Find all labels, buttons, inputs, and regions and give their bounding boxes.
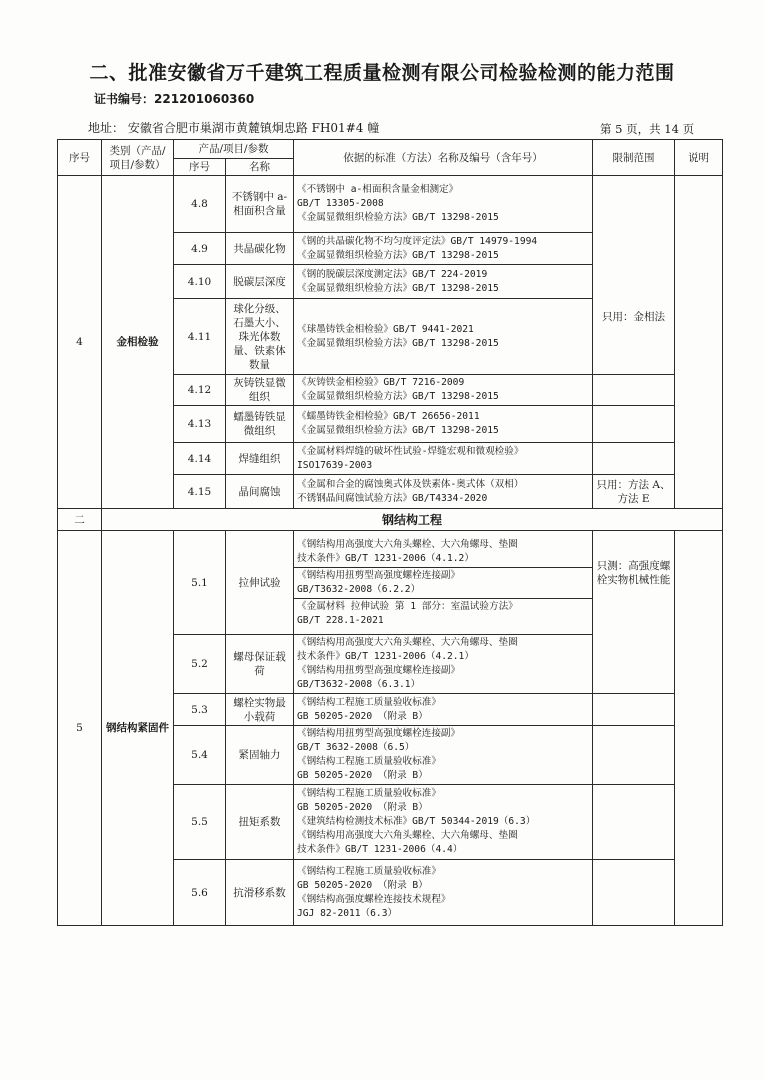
item-standard: 《金属和合金的腐蚀奥式体及铁素体-奥式体（双相） 不锈钢晶间腐蚀试验方法》GB/T4334-2020	[294, 475, 593, 509]
item-name: 灰铸铁显微组织	[226, 375, 294, 406]
col-note: 说明	[675, 140, 723, 176]
item-no: 4.10	[174, 265, 226, 299]
section-category: 金相检验	[102, 176, 174, 509]
item-no: 4.8	[174, 176, 226, 233]
limit-cell	[593, 860, 675, 926]
col-limit: 限制范围	[593, 140, 675, 176]
page-title: 二、批准安徽省万千建筑工程质量检测有限公司检验检测的能力范围	[89, 62, 675, 84]
section-seq: 5	[58, 531, 102, 926]
item-no: 5.1	[174, 531, 226, 635]
item-no: 4.12	[174, 375, 226, 406]
limit-cell	[593, 785, 675, 860]
item-name: 脱碳层深度	[226, 265, 294, 299]
item-standard: 《灰铸铁金相检验》GB/T 7216-2009 《金属显微组织检验方法》GB/T 13298-2015	[294, 375, 593, 406]
limit-cell	[593, 694, 675, 726]
item-name: 共晶碳化物	[226, 233, 294, 265]
limit-text: 只测：高强度螺栓实物机械性能	[593, 531, 675, 694]
item-no: 4.11	[174, 299, 226, 375]
item-name: 拉伸试验	[226, 531, 294, 635]
item-no: 4.15	[174, 475, 226, 509]
col-sub-no: 序号	[174, 159, 226, 176]
limit-cell	[593, 375, 675, 406]
item-standard: 《钢结构工程施工质量验收标准》 GB 50205-2020 （附录 B） 《建筑结构检测技术标准》GB/T 50344-2019（6.3） 《钢结构用高强度大六角头螺栓、大六角螺母、垫圈 技术条件》GB/T 1231-2006（4.4）	[294, 785, 593, 860]
note-cell	[675, 531, 723, 926]
item-standard: 《钢结构用扭剪型高强度螺栓连接副》 GB/T 3632-2008（6.5） 《钢结构工程施工质量验收标准》 GB 50205-2020 （附录 B）	[294, 726, 593, 785]
certificate-number: 证书编号：221201060360	[94, 92, 255, 106]
item-standard: 《不锈钢中 a-相面积含量金相测定》 GB/T 13305-2008 《金属显微组织检验方法》GB/T 13298-2015	[294, 176, 593, 233]
col-product: 产品/项目/参数	[174, 140, 294, 159]
item-name: 不锈钢中 a-相面积含量	[226, 176, 294, 233]
col-category: 类别（产品/项目/参数）	[102, 140, 174, 176]
col-standard: 依据的标准（方法）名称及编号（含年号）	[294, 140, 593, 176]
item-standard: 《蠕墨铸铁金相检验》GB/T 26656-2011 《金属显微组织检验方法》GB/T 13298-2015	[294, 406, 593, 443]
item-standard: 《钢结构用高强度大六角头螺栓、大六角螺母、垫圈 技术条件》GB/T 1231-2006（4.1.2） 《钢结构用扭剪型高强度螺栓连接副》 GB/T3632-2008（6.2.2） 《金属材料 拉伸试验 第 1 部分：室温试验方法》 GB/T 228.1-2021	[294, 531, 593, 635]
item-name: 蠕墨铸铁显微组织	[226, 406, 294, 443]
col-sub-name: 名称	[226, 159, 294, 176]
item-no: 5.3	[174, 694, 226, 726]
item-name: 扭矩系数	[226, 785, 294, 860]
item-no: 5.2	[174, 635, 226, 694]
item-standard: 《钢结构用高强度大六角头螺栓、大六角螺母、垫圈 技术条件》GB/T 1231-2006（4.2.1） 《钢结构用扭剪型高强度螺栓连接副》 GB/T3632-2008（6.3.1）	[294, 635, 593, 694]
item-name: 紧固轴力	[226, 726, 294, 785]
capability-table	[57, 139, 723, 926]
limit-cell	[593, 176, 675, 375]
section-two-seq: 二	[58, 509, 102, 531]
item-no: 4.9	[174, 233, 226, 265]
address: 地址： 安徽省合肥市巢湖市黄麓镇炯忠路 FH01#4 幢	[88, 121, 380, 135]
col-seq: 序号	[58, 140, 102, 176]
limit-text: 只用：方法 A、方法 E	[593, 475, 675, 509]
page-number: 第 5 页，共 14 页	[600, 122, 695, 136]
section-seq: 4	[58, 176, 102, 509]
item-standard: 《钢的脱碳层深度测定法》GB/T 224-2019 《金属显微组织检验方法》GB/T 13298-2015	[294, 265, 593, 299]
item-name: 抗滑移系数	[226, 860, 294, 926]
note-cell	[675, 176, 723, 509]
limit-cell	[593, 726, 675, 785]
item-standard: 《金属材料焊缝的破坏性试验-焊缝宏观和微观检验》 ISO17639-2003	[294, 443, 593, 475]
limit-cell	[593, 443, 675, 475]
item-name: 螺母保证载荷	[226, 635, 294, 694]
item-standard: 《钢结构工程施工质量验收标准》 GB 50205-2020 （附录 B） 《钢结构高强度螺栓连接技术规程》 JGJ 82-2011（6.3）	[294, 860, 593, 926]
limit-text: 只用：金相法	[602, 311, 666, 323]
limit-cell	[593, 406, 675, 443]
item-name: 焊缝组织	[226, 443, 294, 475]
item-no: 5.6	[174, 860, 226, 926]
item-standard: 《球墨铸铁金相检验》GB/T 9441-2021 《金属显微组织检验方法》GB/T 13298-2015	[294, 299, 593, 375]
item-name: 螺栓实物最小载荷	[226, 694, 294, 726]
section-category: 钢结构紧固件	[102, 531, 174, 926]
item-name: 晶间腐蚀	[226, 475, 294, 509]
section-two-title: 钢结构工程	[102, 509, 723, 531]
item-no: 4.13	[174, 406, 226, 443]
item-name: 球化分级、石墨大小、珠光体数量、铁素体数量	[226, 299, 294, 375]
item-no: 4.14	[174, 443, 226, 475]
item-no: 5.5	[174, 785, 226, 860]
item-standard: 《钢的共晶碳化物不均匀度评定法》GB/T 14979-1994 《金属显微组织检验方法》GB/T 13298-2015	[294, 233, 593, 265]
item-no: 5.4	[174, 726, 226, 785]
item-standard: 《钢结构工程施工质量验收标准》 GB 50205-2020 （附录 B）	[294, 694, 593, 726]
